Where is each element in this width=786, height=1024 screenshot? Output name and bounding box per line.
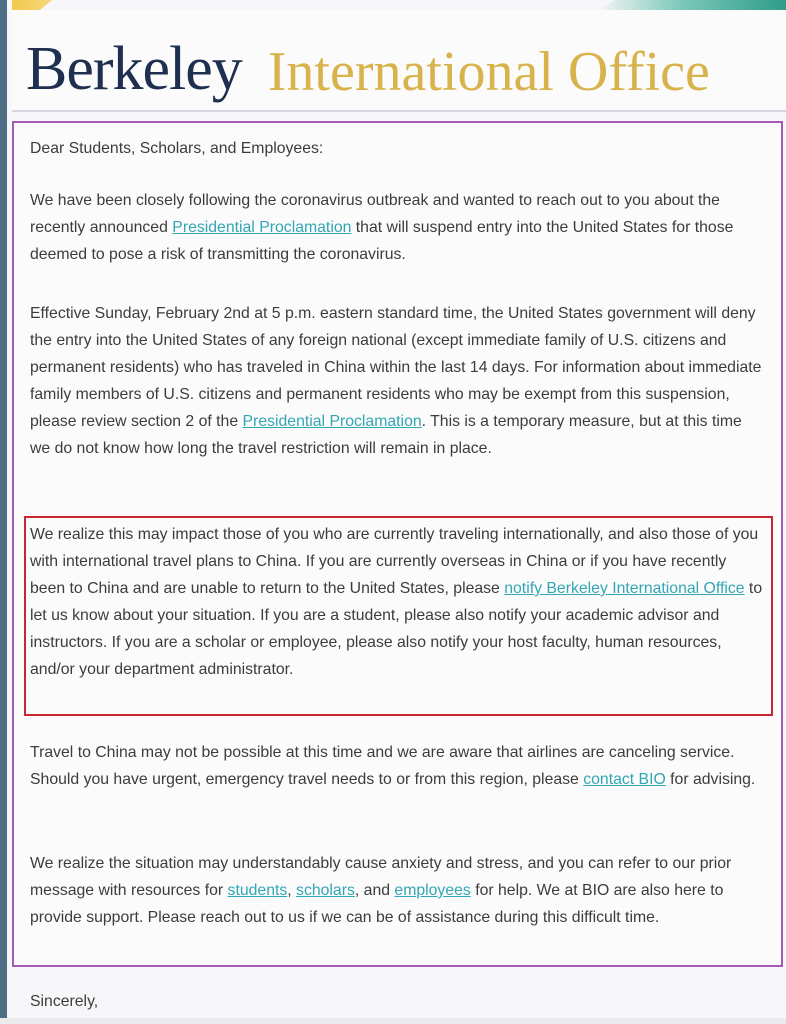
employees-link[interactable]: employees xyxy=(394,882,471,899)
scholars-link[interactable]: scholars xyxy=(296,882,355,899)
letterhead xyxy=(12,10,786,110)
paragraph-announcement xyxy=(30,187,765,268)
p1-text-after: that will suspend entry into the United States for those deemed to pose a risk of transmitting the coronavirus. xyxy=(30,219,734,263)
p3-text-after: to let us know about your situation. If you are a student, please also notify your academic advisor and instructors. If you are a scholar or employee, please also notify your host faculty, human resources, and/or your department administrator. xyxy=(30,580,763,678)
presidential-proclamation-link[interactable]: Presidential Proclamation xyxy=(172,219,352,236)
p5-sep-1: , xyxy=(287,882,297,899)
top-accent-yellow xyxy=(12,0,52,10)
p4-text-after: for advising. xyxy=(665,771,756,788)
paragraph-impact xyxy=(30,521,765,683)
p3-text-before: We realize this may impact those of you who are currently traveling internationally, and also those of you with international travel plans to China. If you are currently overseas in China or if you have recently been to China and are unable to return to the United States, please xyxy=(30,526,759,597)
logo-international-office: International Office xyxy=(267,41,710,103)
p5-text-after: for help. We at BIO are also here to provide support. Please reach out to us if we can be of assistance during this difficult time. xyxy=(30,882,724,926)
p2-text-before: Effective Sunday, February 2nd at 5 p.m. eastern standard time, the United States government will deny the entry into the United States of any foreign national (except immediate family of U.S. citizens and permanent residents) who has traveled in China within the last 14 days. For information about immediate family members of U.S. citizens and permanent residents who may be exempt from this suspension, please review section 2 of the xyxy=(30,305,762,430)
paragraph-support xyxy=(30,850,765,931)
letter-closing: Sincerely, xyxy=(30,993,99,1010)
contact-bio-link[interactable]: contact BIO xyxy=(583,771,666,788)
p4-text-before: Travel to China may not be possible at this time and we are aware that airlines are canceling service. Should you have urgent, emergency travel needs to or from this region, please xyxy=(30,744,735,788)
students-link[interactable]: students xyxy=(227,882,288,899)
paragraph-effective-date xyxy=(30,300,765,462)
p2-text-after: . This is a temporary measure, but at this time we do not know how long the travel restriction will remain in place. xyxy=(30,413,742,457)
paragraph-travel xyxy=(30,739,765,793)
bottom-edge xyxy=(0,1018,786,1024)
logo-berkeley: Berkeley xyxy=(26,35,242,103)
p1-text-before: We have been closely following the coronavirus outbreak and wanted to reach out to you about the recently announced xyxy=(30,192,720,236)
letter-greeting: Dear Students, Scholars, and Employees: xyxy=(30,140,324,157)
left-accent-rule xyxy=(0,0,7,1024)
notify-bio-link[interactable]: notify Berkeley International Office xyxy=(504,580,745,597)
p5-text-before: We realize the situation may understandably cause anxiety and stress, and you can refer to our prior message with resources for xyxy=(30,855,732,899)
p5-sep-2: , and xyxy=(354,882,395,899)
header-divider xyxy=(12,110,786,112)
presidential-proclamation-link-2[interactable]: Presidential Proclamation xyxy=(242,413,422,430)
